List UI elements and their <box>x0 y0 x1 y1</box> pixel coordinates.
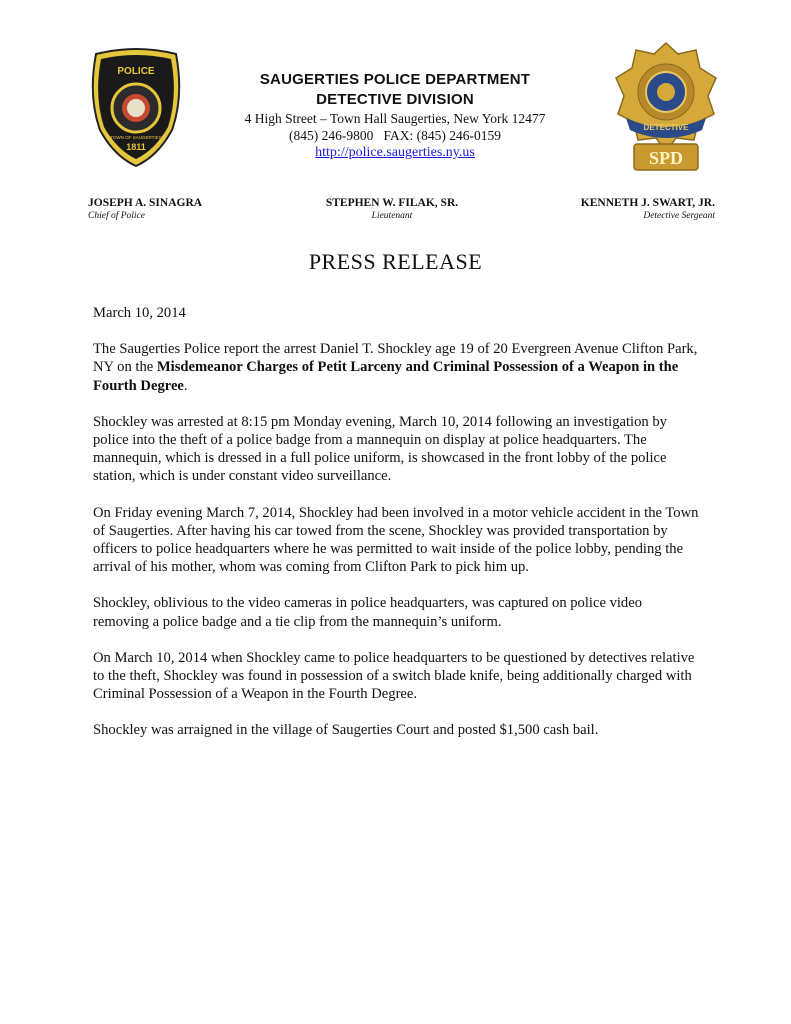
officer-roster <box>0 197 791 227</box>
paragraph-video: Shockley, oblivious to the video cameras in police headquarters, was captured on police video removing a police badge and a tie clip from the mannequin’s uniform. <box>93 595 642 630</box>
paragraph-bail: Shockley was arraigned in the village of Saugerties Court and posted $1,500 cash bail. <box>93 722 599 739</box>
officer-name: KENNETH J. SWART, JR. <box>580 197 715 209</box>
press-release-title: PRESS RELEASE <box>308 249 483 274</box>
paragraph-investigation: Shockley was arrested at 8:15 pm Monday evening, March 10, 2014 following an investigation by police into the theft of a police badge from a mannequin on display at police headquarters. The mannequin, which is dressed in a full police uniform, is showcased in the front lobby of the police station, which is under constant video surveillance. <box>93 413 667 485</box>
officer-name: STEPHEN W. FILAK, SR. <box>325 197 459 209</box>
release-body <box>93 304 701 758</box>
patch-ring-text: TOWN OF SAUGERTIES <box>110 135 162 140</box>
paragraph-accident: On Friday evening March 7, 2014, Shockley had been involved in a motor vehicle accident in the Town of Saugerties. After having his car towed from the scene, Shockley was provided transportation by officers to police headquarters where he was permitted to wait inside of the police lobby, pending the arrival of his mother, whom was coming from Clifton Park to pick him up. <box>93 504 699 576</box>
paragraph-questioning: On March 10, 2014 when Shockley came to police headquarters to be questioned by detectives relative to the theft, Shockley was found in possession of a switch blade knife, being additionally charged with Criminal Possession of a Weapon in the Fourth Degree. <box>93 649 695 703</box>
badge-banner-text: DETECTIVE <box>643 123 689 132</box>
officer-lieutenant <box>292 197 492 222</box>
letterhead <box>0 0 791 190</box>
paragraph-arrest <box>93 340 701 395</box>
department-info <box>195 70 595 162</box>
department-name: SAUGERTIES POLICE DEPARTMENT <box>259 71 531 88</box>
paragraph-text: The Saugerties Police report the arrest Daniel T. Shockley age 19 of 20 Evergreen Avenue Clifton Park, NY on the <box>93 341 698 376</box>
patch-year: 1811 <box>126 142 146 152</box>
detective-badge-icon <box>612 40 720 174</box>
patch-top-text: POLICE <box>117 66 155 77</box>
address: 4 High Street – Town Hall Saugerties, New York 12477 <box>244 111 546 126</box>
release-date: March 10, 2014 <box>93 305 186 321</box>
phone-fax: (845) 246-9800 FAX: (845) 246-0159 <box>289 128 501 143</box>
paragraph-end: . <box>183 377 188 394</box>
website-link[interactable]: http://police.saugerties.ny.us <box>315 145 475 160</box>
officer-name: JOSEPH A. SINAGRA <box>88 197 203 209</box>
division-name: DETECTIVE DIVISION <box>316 91 474 108</box>
officer-title: Detective Sergeant <box>643 211 715 221</box>
officer-chief <box>88 197 202 222</box>
badge-plate-text: SPD <box>648 148 684 168</box>
charges-text: Misdemeanor Charges of Petit Larceny and Criminal Possession of a Weapon in the Fourth Degree <box>93 359 679 394</box>
officer-title: Chief of Police <box>88 211 145 221</box>
officer-sergeant <box>581 197 715 222</box>
officer-title: Lieutenant <box>371 211 413 221</box>
police-patch-icon <box>88 46 184 168</box>
